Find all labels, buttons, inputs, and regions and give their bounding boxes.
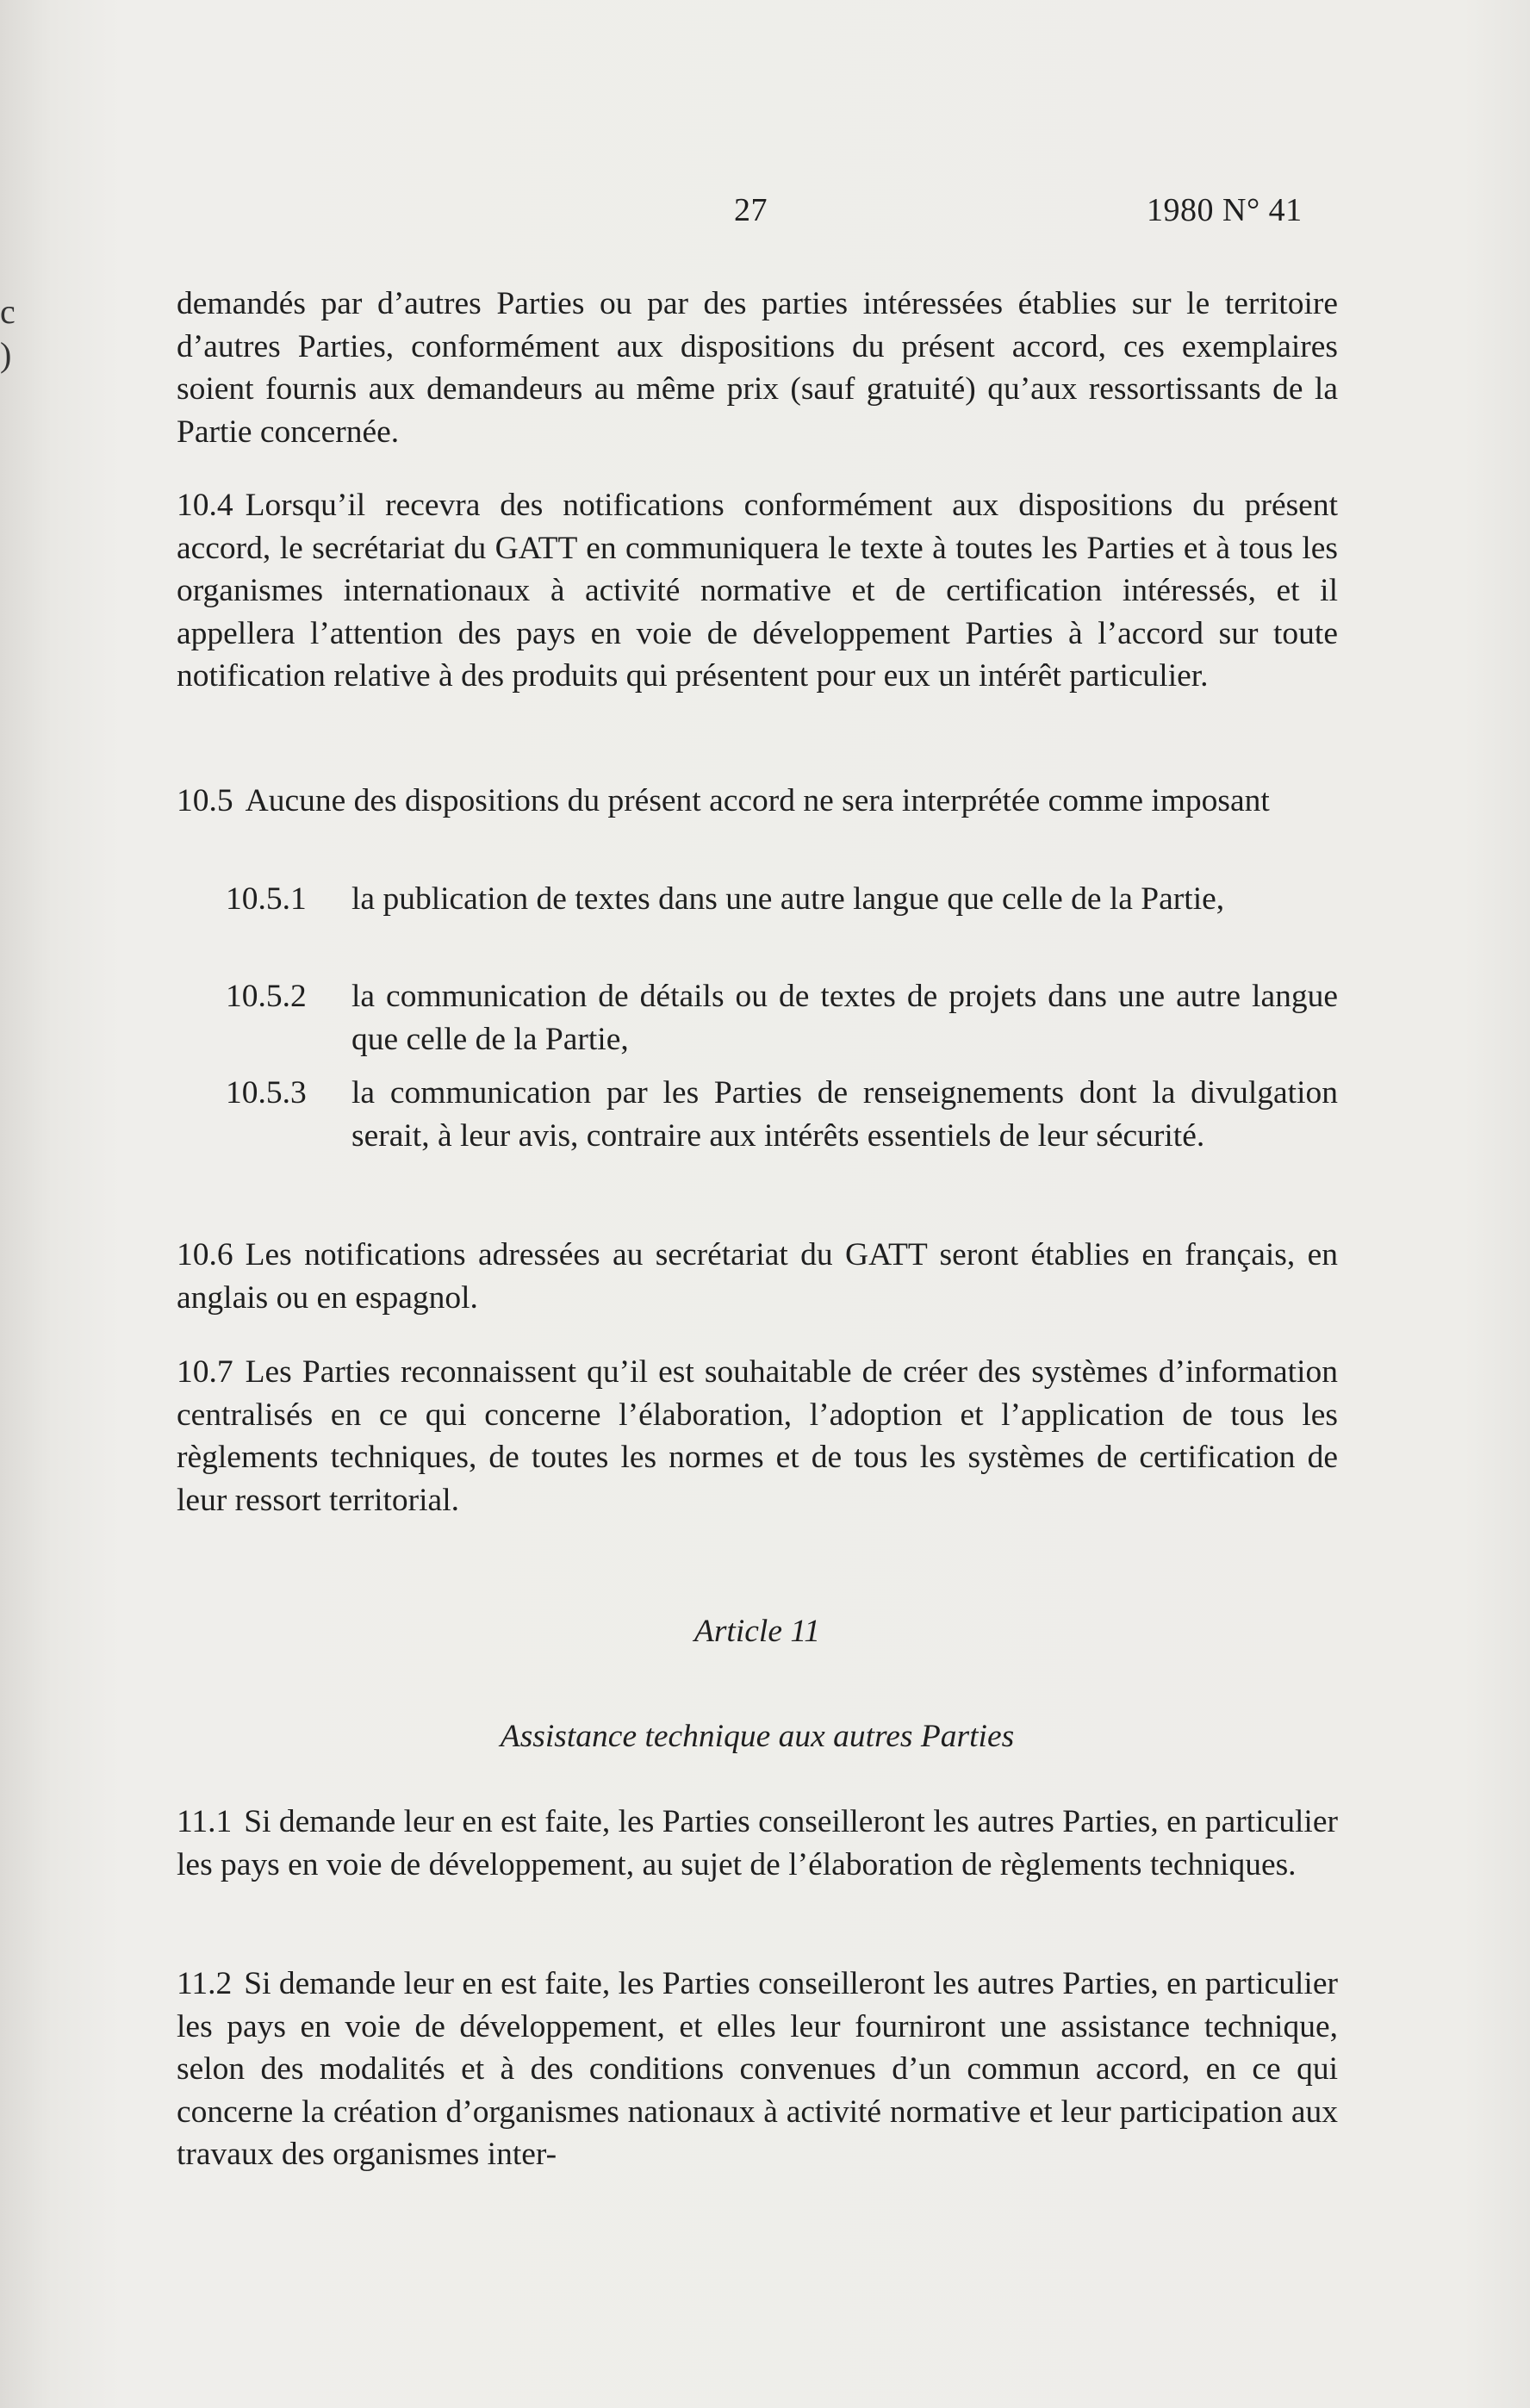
subparagraph-number: 10.5.1 [226,881,307,917]
paragraph-10-6 [177,1234,1338,1319]
subparagraph-10-5-2 [226,975,1338,1061]
subparagraph-10-5-3 [226,1072,1338,1157]
paragraph-11-1 [177,1801,1338,1886]
paragraph-number: 11.1 [177,1804,233,1839]
document-reference: 1980 N° 41 [1147,192,1303,228]
article-subtitle: Assistance technique aux autres Parties [500,1719,1015,1754]
paragraph-number: 10.4 [177,488,233,523]
paragraph-11-2 [177,1963,1338,2176]
page-number: 27 [734,192,768,228]
paragraph-number: 10.7 [177,1354,233,1390]
paragraph-text: Si demande leur en est faite, les Parties conseilleront les autres Parties, en particulier les pays en voie de développement, au sujet de l’élaboration de règlements techniques. [177,1804,1338,1882]
paragraph-number: 10.5 [177,783,233,818]
paragraph-10-7 [177,1351,1338,1521]
paragraph-10-4 [177,484,1338,698]
article-title: Article 11 [693,1614,821,1649]
subparagraph-number: 10.5.3 [226,1075,307,1111]
subparagraph-text: la communication de détails ou de textes de projets dans une autre langue que celle de la Partie, [351,979,1338,1057]
subparagraph-text: la publication de textes dans une autre langue que celle de la Partie, [351,881,1225,917]
paragraph-text: Les notifications adressées au secrétariat du GATT seront établies en français, en anglais ou en espagnol. [177,1237,1338,1316]
paragraph-text: Les Parties reconnaissent qu’il est souhaitable de créer des systèmes d’information centralisés en ce qui concerne l’élaboration, l’adoption et l’application de tous les règlements techniques, de toutes les normes et de tous les systèmes de certification de leur ressort territorial. [177,1354,1338,1518]
paragraph-number: 10.6 [177,1237,233,1272]
gutter-mark: ) [0,335,12,374]
paragraph-text: Si demande leur en est faite, les Parties conseilleront les autres Parties, en particulier les pays en voie de développement, et elles leur fourniront une assistance technique, selon des modalités et à des conditions convenues d’un commun accord, en ce qui concerne la création d’organismes nationaux à activité normative et leur participation aux travaux des organismes inter- [177,1966,1338,2172]
paragraph-text: Aucune des dispositions du présent accord ne sera interprétée comme imposant [245,783,1270,818]
paragraph-10-5 [177,780,1338,823]
subparagraph-10-5-1 [226,878,1338,921]
subparagraph-text: la communication par les Parties de renseignements dont la divulgation serait, à leur avis, contraire aux intérêts essentiels de leur sécurité. [351,1075,1338,1154]
paragraph-text: Lorsqu’il recevra des notifications conformément aux dispositions du présent accord, le secrétariat du GATT en communiquera le texte à toutes les Parties et à tous les organismes internationaux à activité normative et de certification intéressés, et il appellera l’attention des pays en voie de développement Parties à l’accord sur toute notification relative à des produits qui présentent pour eux un intérêt particulier. [177,488,1338,694]
subparagraph-number: 10.5.2 [226,979,307,1014]
paragraph-number: 11.2 [177,1966,233,2001]
gutter-mark: c [0,292,16,331]
paragraph-continued: demandés par d’autres Parties ou par des parties intéressées établies sur le territoire d’autres Parties, conformément aux dispositions du présent accord, ces exemplaires soient fournis aux demandeurs au même prix (sauf gratuité) qu’aux ressortissants de la Partie concernée. [177,286,1338,450]
